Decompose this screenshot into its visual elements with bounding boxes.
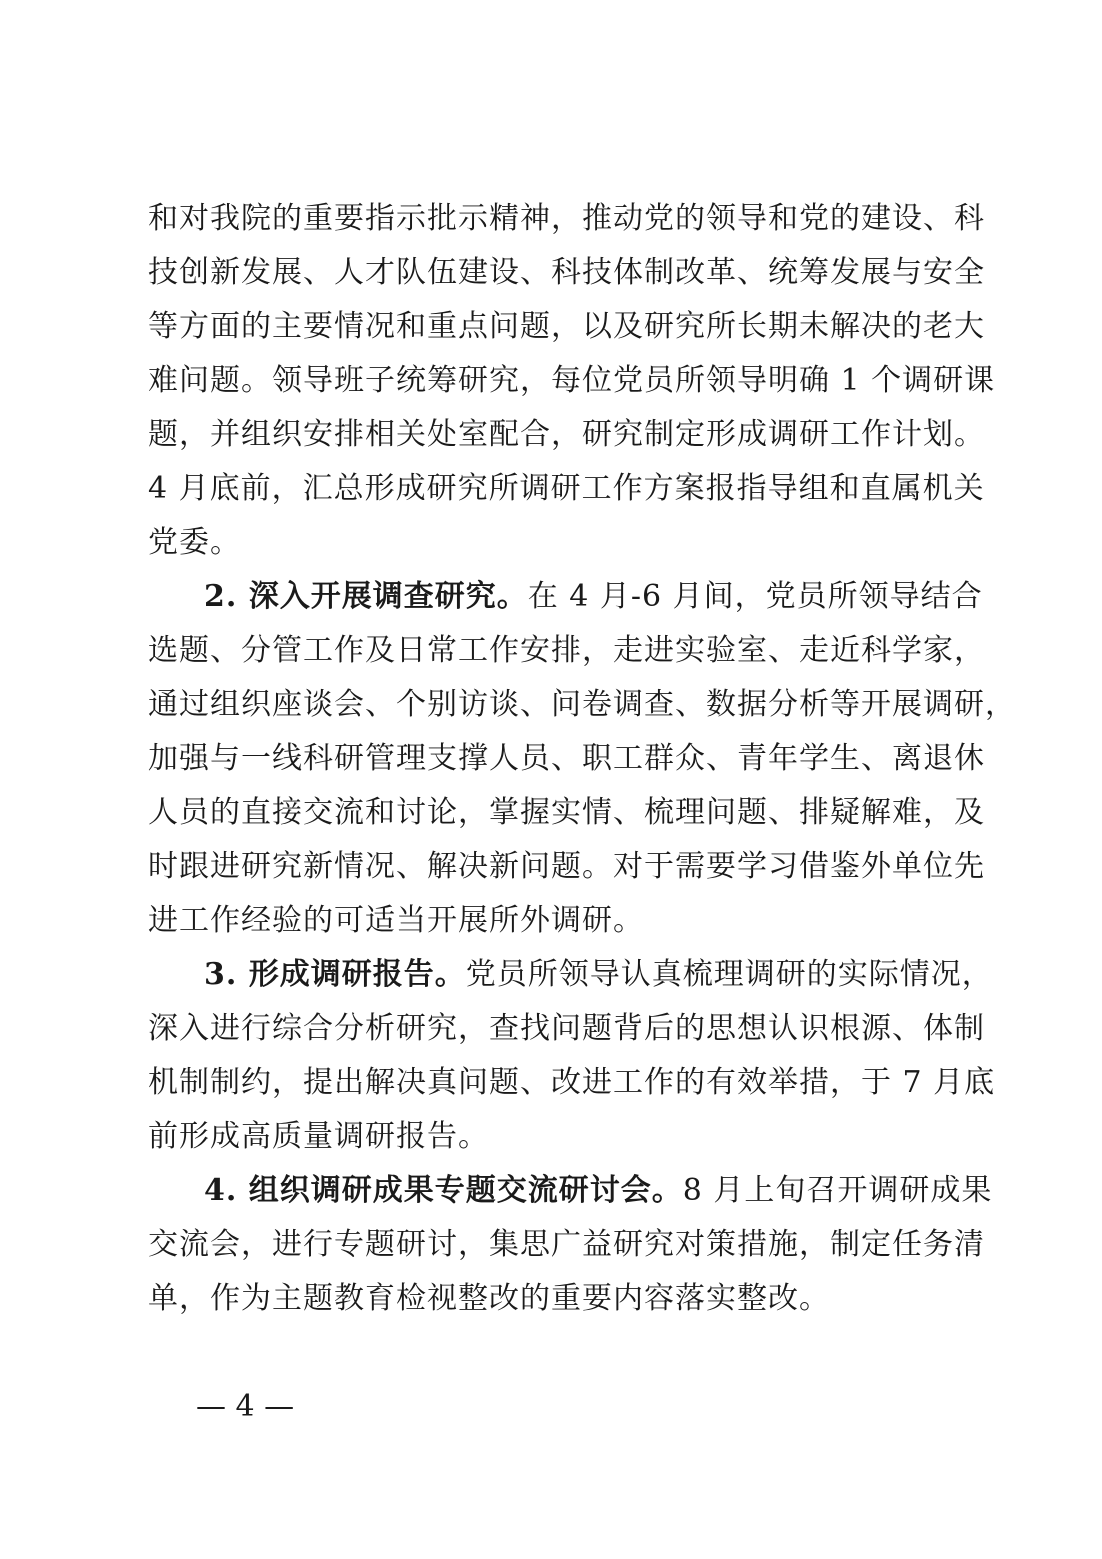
text-line: 单，作为主题教育检视整改的重要内容落实整改。: [148, 1281, 830, 1316]
text-line: 等方面的主要情况和重点问题，以及研究所长期未解决的老大: [148, 309, 985, 344]
text-line: 题，并组织安排相关处室配合，研究制定形成调研工作计划。: [148, 417, 985, 452]
text-line: 技创新发展、人才队伍建设、科技体制改革、统筹发展与安全: [148, 255, 985, 290]
section-2-line: [148, 570, 983, 624]
section-4-text: 8 月上旬召开调研成果: [682, 1173, 993, 1208]
text-line: 选题、分管工作及日常工作安排，走进实验室、走近科学家，: [148, 633, 985, 668]
section-2-text: 在 4 月-6 月间，党员所领导结合: [527, 579, 983, 614]
text-line: 进工作经验的可适当开展所外调研。: [148, 903, 644, 938]
text-line: 前形成高质量调研报告。: [148, 1119, 489, 1154]
text-line: 时跟进研究新情况、解决新问题。对于需要学习借鉴外单位先: [148, 849, 985, 884]
section-4-line: [148, 1164, 993, 1218]
text-line: 党委。: [148, 525, 241, 560]
section-3-text: 党员所领导认真梳理调研的实际情况，: [465, 957, 993, 992]
text-line: 深入进行综合分析研究，查找问题背后的思想认识根源、体制: [148, 1011, 985, 1046]
text-line: 和对我院的重要指示批示精神，推动党的领导和党的建设、科: [148, 201, 985, 236]
text-line: 通过组织座谈会、个别访谈、问卷调查、数据分析等开展调研，: [148, 687, 1016, 722]
text-line: 加强与一线科研管理支撑人员、职工群众、青年学生、离退休: [148, 741, 985, 776]
section-3-heading: 3. 形成调研报告。: [204, 957, 466, 992]
text-line: 人员的直接交流和讨论，掌握实情、梳理问题、排疑解难，及: [148, 795, 985, 830]
text-line: 4 月底前，汇总形成研究所调研工作方案报指导组和直属机关: [148, 471, 985, 506]
page-number: — 4 —: [196, 1389, 295, 1424]
section-3-line: [148, 948, 993, 1002]
text-line: 机制制约，提出解决真问题、改进工作的有效举措，于 7 月底: [148, 1065, 996, 1100]
section-4-heading: 4. 组织调研成果专题交流研讨会。: [204, 1173, 683, 1208]
text-line: 难问题。领导班子统筹研究，每位党员所领导明确 1 个调研课: [148, 363, 996, 398]
body-text: [148, 192, 1016, 1326]
section-2-heading: 2. 深入开展调查研究。: [204, 579, 528, 614]
text-line: 交流会，进行专题研讨，集思广益研究对策措施，制定任务清: [148, 1227, 985, 1262]
